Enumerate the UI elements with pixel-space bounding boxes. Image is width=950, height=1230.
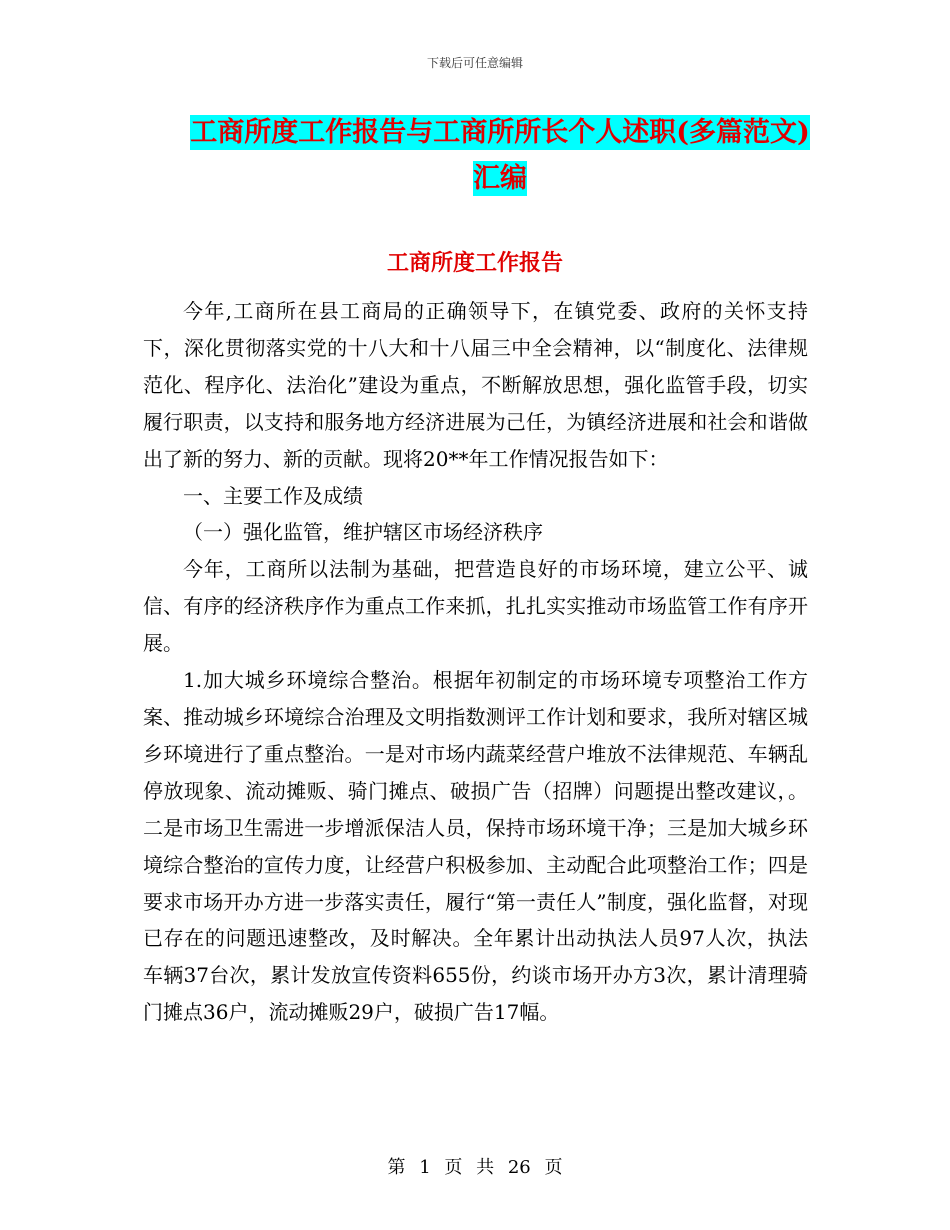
document-title [190, 110, 810, 202]
body-text [143, 293, 808, 1031]
title-line-1: 工商所度工作报告与工商所所长个人述职(多篇范文) [190, 117, 810, 148]
paragraph-environment: 1.加大城乡环境综合整治。根据年初制定的市场环境专项整治工作方案、推动城乡环境综合治理及文明指数测评工作计划和要求，我所对辖区城乡环境进行了重点整治。一是对市场内蔬菜经营户堆放不法律规范、车辆乱停放现象、流动摊贩、骑门摊点、破损广告（招牌）问题提出整改建议，。二是市场卫生需进一步增派保洁人员，保持市场环境干净；三是加大城乡环境综合整治的宣传力度，让经营户积极参加、主动配合此项整治工作；四是要求市场开办方进一步落实责任，履行“第一责任人”制度，强化监督，对现已存在的问题迅速整改，及时解决。全年累计出动执法人员97人次，执法车辆37台次，累计发放宣传资料655份，约谈市场开办方3次，累计清理骑门摊点36户，流动摊贩29户，破损广告17幅。 [143, 668, 808, 1025]
paragraph-intro: 今年,工商所在县工商局的正确领导下，在镇党委、政府的关怀支持下，深化贯彻落实党的十八大和十八届三中全会精神，以“制度化、法律规范化、程序化、法治化”建设为重点，不断解放思想，强化监管手段，切实履行职责，以支持和服务地方经济进展为己任，为镇经济进展和社会和谐做出了新的努力、新的贡献。现将20**年工作情况报告如下： [143, 299, 808, 471]
subheading-supervision: （一）强化监管，维护辖区市场经济秩序 [183, 520, 543, 545]
header-note: 下载后可任意编辑 [426, 56, 523, 70]
title-line-2: 汇编 [473, 163, 527, 194]
heading-main-work: 一、主要工作及成绩 [183, 483, 363, 508]
paragraph-supervision: 今年，工商所以法制为基础，把营造良好的市场环境，建立公平、诚信、有序的经济秩序作为重点工作来抓，扎扎实实推动市场监管工作有序开展。 [143, 557, 808, 656]
section-title: 工商所度工作报告 [386, 250, 563, 276]
page-number: 第 1 页 共 26 页 [387, 1157, 563, 1178]
